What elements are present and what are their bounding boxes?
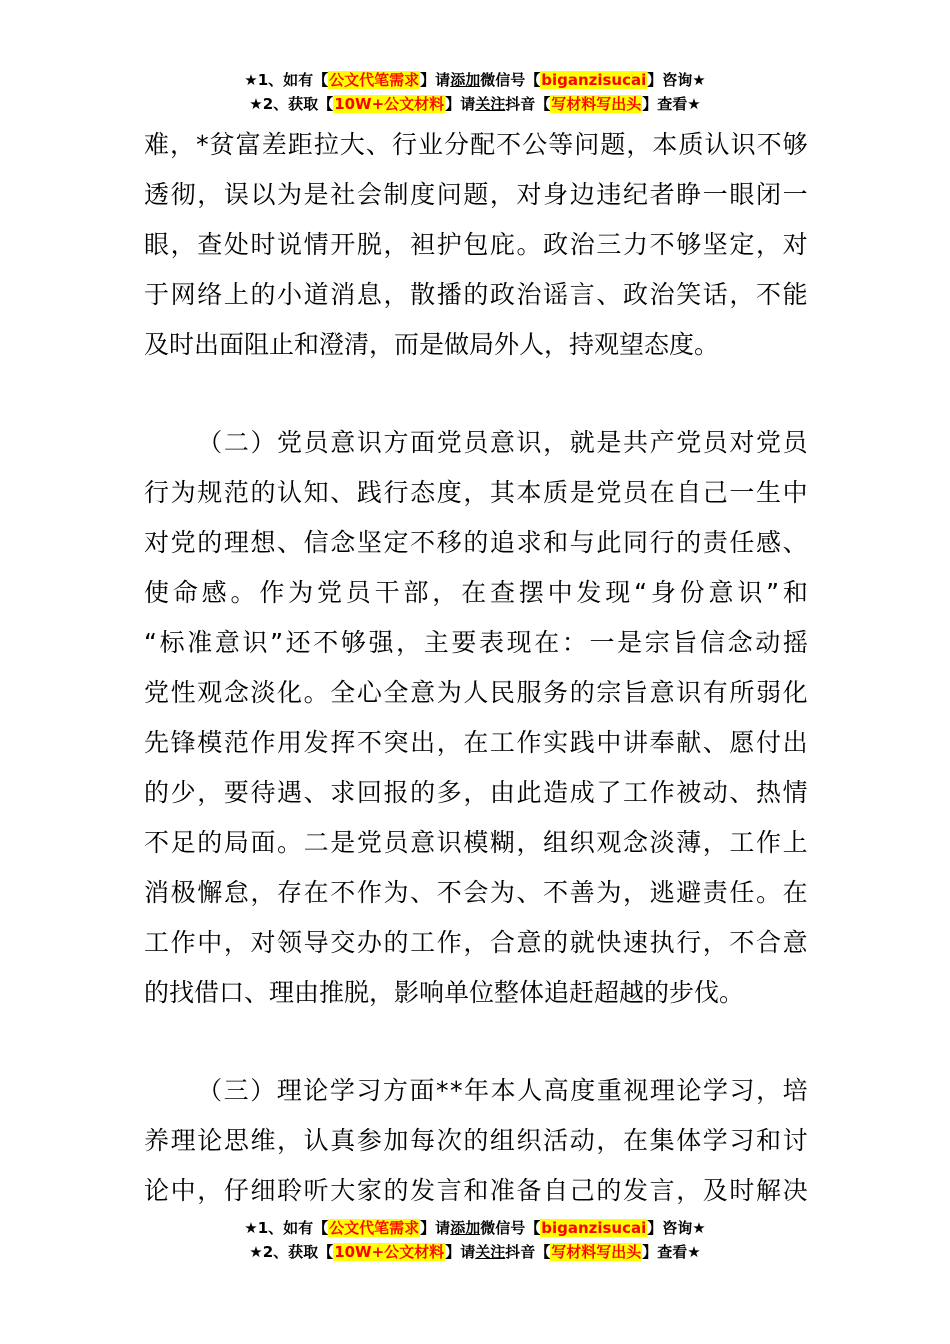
text-line: 消 极 懈 怠 ， 存 在 不 作 为 、 不 会 为 、 不 善 为 ， 逃 避 责 任 。 在 [144,878,808,907]
banner-text: 】请 [420,1219,451,1237]
text-line: 的 少 ， 要 待 遇 、 求 回 报 的 多 ， 由 此 造 成 了 工 作 被 动 、 热 情 [144,778,808,807]
banner-highlight: 写材料写出头 [551,1243,642,1261]
text-line: （ 三 ） 理 论 学 习 方 面 * * 年 本 人 高 度 重 视 理 论 学 习 ， 培 [197,1076,808,1105]
banner-text: ★1、如有【 [244,71,329,89]
text-line: 不 足 的 局 面 。 二 是 党 员 意 识 模 糊 ， 组 织 观 念 淡 薄 ， 工 作 上 [144,828,808,857]
banner-text: ★2、获取【 [249,95,334,113]
banner-text: 微信号【 [480,1219,541,1237]
banner-line-2 [0,92,950,116]
banner-underlined-text: 关注 [475,95,506,113]
banner-line-2 [0,1240,950,1264]
paragraph [144,120,808,370]
banner-highlight: 10W+公文材料 [334,95,445,113]
banner-underlined-text: 添加 [450,1219,481,1237]
text-line: 使 命 感 。 作 为 党 员 干 部 ， 在 查 摆 中 发 现 “ 身 份 意 识 ” 和 [144,578,808,607]
banner-text: 】咨询★ [647,71,706,89]
text-line: 行 为 规 范 的 认 知 、 践 行 态 度 ， 其 本 质 是 党 员 在 自 己 一 生 中 [144,478,808,507]
paragraph [144,1066,808,1216]
text-line: 难 ， * 贫 富 差 距 拉 大 、 行 业 分 配 不 公 等 问 题 ， 本 质 认 识 不 够 [144,130,808,159]
text-line: 工 作 中 ， 对 领 导 交 办 的 工 作 ， 合 意 的 就 快 速 执 行 ， 不 合 意 [144,928,808,957]
text-line: 于 网 络 上 的 小 道 消 息 ， 散 播 的 政 治 谣 言 、 政 治 笑 话 ， 不 能 [144,280,808,309]
text-line: 及时出面阻止和澄清，而是做局外人，持观望态度。 [144,330,720,359]
text-line: 透 彻 ， 误 以 为 是 社 会 制 度 问 题 ， 对 身 边 违 纪 者 睁 一 眼 闭 一 [144,180,808,209]
text-line: （ 二 ） 党 员 意 识 方 面 党 员 意 识 ， 就 是 共 产 党 员 对 党 员 [197,428,808,457]
banner-text: 抖音【 [505,1243,551,1261]
banner-underlined-text: 关注 [475,1243,506,1261]
banner-highlight: 写材料写出头 [551,95,642,113]
footer-banner [0,1216,950,1264]
banner-highlight: 10W+公文材料 [334,1243,445,1261]
banner-text: 】请 [445,95,476,113]
text-line: 眼 ， 查 处 时 说 情 开 脱 ， 袒 护 包 庇 。 政 治 三 力 不 够 坚 定 ， 对 [144,230,808,259]
banner-text: 抖音【 [505,95,551,113]
banner-text: 】查看★ [642,95,701,113]
banner-text: 微信号【 [480,71,541,89]
banner-line-1 [0,68,950,92]
text-line: 养 理 论 思 维 ， 认 真 参 加 每 次 的 组 织 活 动 ， 在 集 体 学 习 和 讨 [144,1126,808,1155]
banner-highlight: 公文代笔需求 [329,71,420,89]
text-line: 先 锋 模 范 作 用 发 挥 不 突 出 ， 在 工 作 实 践 中 讲 奉 献 、 愿 付 出 [144,728,808,757]
banner-highlight: biganzisucai [541,1219,647,1237]
banner-text: 】咨询★ [647,1219,706,1237]
header-banner [0,68,950,116]
banner-text: ★1、如有【 [244,1219,329,1237]
text-line: “ 标 准 意 识 ” 还 不 够 强 ， 主 要 表 现 在 ： 一 是 宗 旨 信 念 动 摇 [144,628,808,657]
paragraph-spacer [144,370,808,418]
text-line: 对 党 的 理 想 、 信 念 坚 定 不 移 的 追 求 和 与 此 同 行 的 责 任 感 、 [144,528,808,557]
text-line: 的找借口、理由推脱，影响单位整体追赶超越的步伐。 [144,978,745,1007]
banner-highlight: biganzisucai [541,71,647,89]
paragraph-spacer [144,1018,808,1066]
banner-text: 】请 [420,71,451,89]
paragraph [144,418,808,1018]
text-line: 党 性 观 念 淡 化 。 全 心 全 意 为 人 民 服 务 的 宗 旨 意 识 有 所 弱 化 [144,678,808,707]
banner-text: 】查看★ [642,1243,701,1261]
banner-text: 】请 [445,1243,476,1261]
text-line: 论 中 ， 仔 细 聆 听 大 家 的 发 言 和 准 备 自 己 的 发 言 ， 及 时 解 决 [144,1176,808,1205]
document-body [144,120,808,1216]
banner-text: ★2、获取【 [249,1243,334,1261]
banner-line-1 [0,1216,950,1240]
banner-underlined-text: 添加 [450,71,481,89]
banner-highlight: 公文代笔需求 [329,1219,420,1237]
